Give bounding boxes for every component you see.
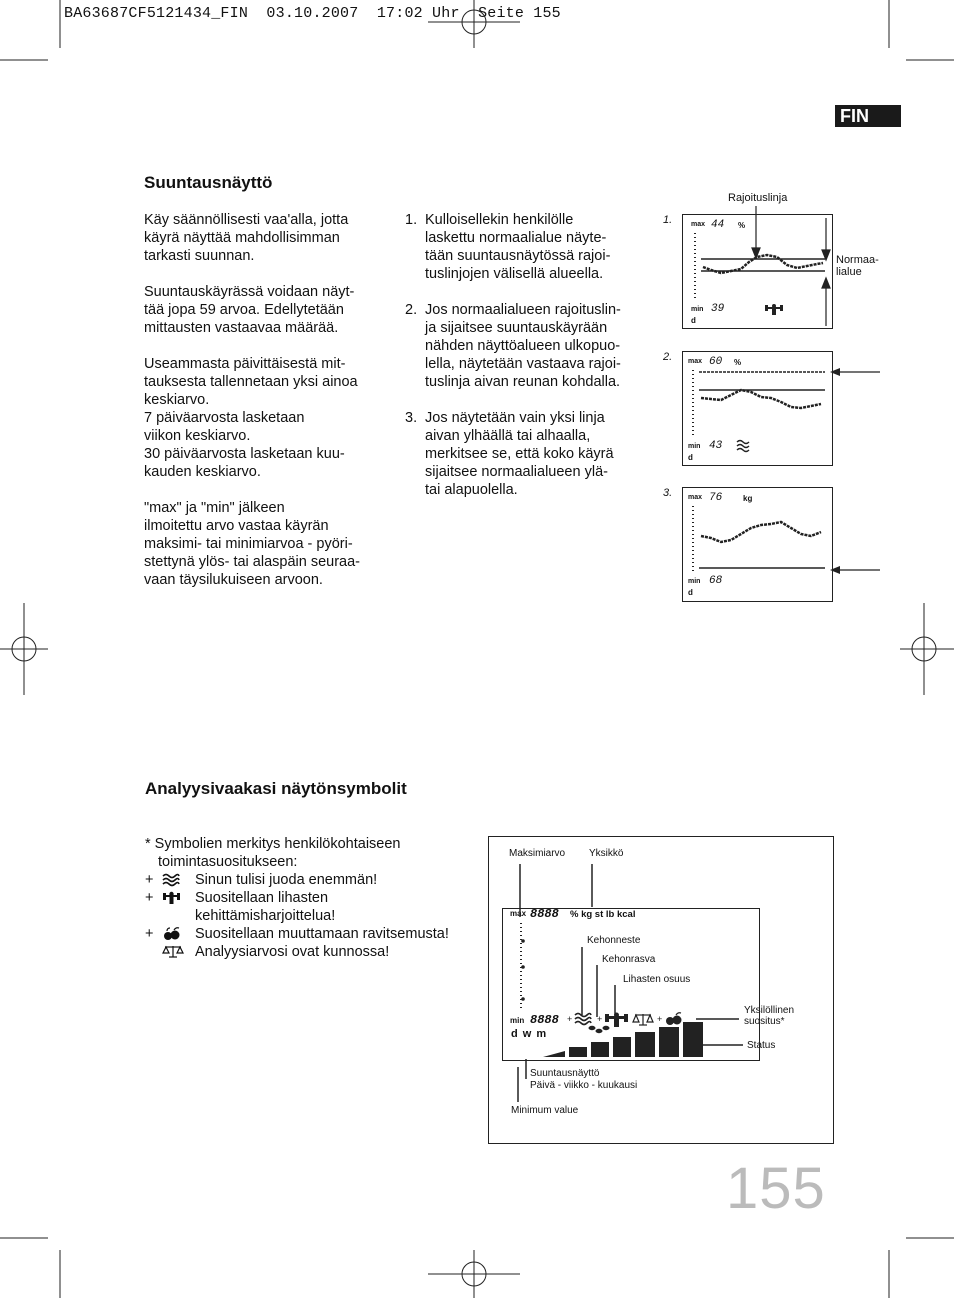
lcd-max-label: max bbox=[510, 909, 527, 918]
section-title-symbols: Analyysivaakasi näytönsymbolit bbox=[145, 779, 407, 798]
period-label: d bbox=[688, 453, 693, 462]
water-waves-icon bbox=[162, 873, 180, 887]
label-unit: Yksikkö bbox=[589, 848, 624, 859]
water-waves-icon bbox=[737, 441, 749, 452]
list-item: 3. Jos näytetään vain yksi linja aivan ylhäällä tai alhaalla, merkitsee se, että koko käyrä sijaitsee normaalialueen ylä- tai alapuolella. bbox=[405, 410, 614, 498]
lcd-min-label: min bbox=[510, 1016, 525, 1025]
trend-curve-2 bbox=[683, 352, 831, 464]
lcd-min-digits: 8888 bbox=[530, 1013, 559, 1027]
period-label: d bbox=[688, 588, 693, 597]
label-individual-rec: Yksilöllinen suositus* bbox=[744, 1005, 795, 1027]
label-muscle: Lihasten osuus bbox=[623, 974, 691, 985]
lcd-max-digits: 8888 bbox=[530, 907, 559, 921]
section-title-trend: Suuntausnäyttö bbox=[144, 173, 273, 192]
lcd-units: % kg st lb kcal bbox=[570, 909, 636, 920]
label-body-water: Kehonneste bbox=[587, 935, 641, 946]
label-min-value: Minimum value bbox=[511, 1105, 579, 1116]
trend-panel-2 bbox=[682, 351, 833, 466]
trend-curve-3 bbox=[683, 488, 831, 600]
period-label: d bbox=[691, 316, 696, 325]
list-item: + Suositellaan lihasten kehittämisharjoittelua! bbox=[145, 890, 336, 924]
max-label: max bbox=[691, 221, 706, 228]
list-item: Analyysiarvosi ovat kunnossa! bbox=[145, 943, 480, 961]
label-trend: Suuntausnäyttö bbox=[530, 1068, 600, 1079]
min-value: 68 bbox=[709, 575, 723, 587]
label-period: Päivä - viikko - kuukausi bbox=[530, 1080, 638, 1091]
svg-text:+: + bbox=[657, 1014, 663, 1024]
trend-list bbox=[405, 211, 645, 499]
list-item: 2. Jos normaalialueen rajoituslin- ja sijaitsee suuntauskäyrään nähden näyttöalueen ulkopuo- lella, näytetään vastaava rajoi- tuslinja aivan reunan kohdalla. bbox=[405, 302, 621, 390]
trend-description: Käy säännöllisesti vaa'alla, jotta käyrä näyttää mahdollisimman tarkasti suunnan. Suuntauskäyrässä voidaan näyt- tää jopa 59 arvoa. Edellytetään mittausten vastaavaa määrää. Useammasta päivittäisestä mit- tauksesta tallennetaan yksi ainoa keskiarvo. 7 päiväarvosta lasketaan viikon keskiarvo. 30 päiväarvosta lasketaan kuu- kauden keskiarvo. "max" ja "min" jälkeen ilmoitettu arvo vastaa käyrän maksimi- tai minimiarvoa - pyöri- stettynä ylös- tai alaspäin seuraa- vaan täysilukuiseen arvoon. bbox=[144, 212, 360, 588]
label-status: Status bbox=[747, 1040, 776, 1051]
fruit-icon bbox=[162, 926, 182, 941]
language-badge: FIN bbox=[835, 105, 901, 127]
label-body-fat: Kehonrasva bbox=[602, 954, 656, 965]
lcd-periods: d w m bbox=[511, 1028, 548, 1040]
trend-panel-3 bbox=[682, 487, 833, 602]
weightlifter-icon bbox=[162, 891, 182, 905]
svg-text:+: + bbox=[597, 1014, 603, 1024]
min-label: min bbox=[688, 578, 701, 585]
unit-label: % bbox=[738, 221, 746, 230]
page-number: 155 bbox=[726, 1156, 826, 1221]
panel-number: 3. bbox=[663, 487, 673, 499]
unit-label: kg bbox=[743, 494, 753, 503]
display-diagram bbox=[488, 836, 834, 1144]
min-value: 43 bbox=[709, 440, 723, 452]
min-value: 39 bbox=[711, 303, 725, 315]
unit-label: % bbox=[734, 358, 742, 367]
list-item: + Sinun tulisi juoda enemmän! bbox=[145, 872, 378, 888]
max-label: max bbox=[688, 358, 703, 365]
list-item: 1. Kulloisellekin henkilölle laskettu normaalialue näyte- tään suuntausnäytössä rajoi- tuslinjojen välisellä alueella. bbox=[405, 212, 611, 282]
max-value: 44 bbox=[711, 219, 725, 231]
symbol-legend: * Symbolien merkitys henkilökohtaiseen toimintasuositukseen: + Sinun tulisi juoda enemmän! + Suositellaan lihasten kehittämisharjoittelua! + Suositellaan muuttamaan ravitsemusta! Analyysiarvosi ovat kunnossa! bbox=[145, 835, 480, 961]
panel-number: 1. bbox=[663, 214, 673, 226]
arrow-panel-3 bbox=[826, 562, 882, 578]
print-header: BA63687CF5121434_FIN 03.10.2007 17:02 Uhr Seite 155 bbox=[64, 5, 561, 22]
arrows-panel-1 bbox=[740, 200, 850, 330]
list-item: + Suositellaan muuttamaan ravitsemusta! bbox=[145, 926, 449, 942]
label-limit-line: Rajoituslinja bbox=[728, 192, 788, 204]
panel-number: 2. bbox=[663, 351, 673, 363]
min-label: min bbox=[688, 443, 701, 450]
max-value: 76 bbox=[709, 492, 723, 504]
max-value: 60 bbox=[709, 356, 723, 368]
scales-icon bbox=[162, 944, 184, 959]
label-normal-range: Normaa- lialue bbox=[836, 254, 879, 278]
leader-lines bbox=[489, 837, 832, 1142]
svg-text:+: + bbox=[567, 1014, 573, 1024]
min-label: min bbox=[691, 306, 704, 313]
arrow-panel-2 bbox=[826, 364, 882, 380]
label-max-value: Maksimiarvo bbox=[509, 848, 566, 859]
max-label: max bbox=[688, 494, 703, 501]
